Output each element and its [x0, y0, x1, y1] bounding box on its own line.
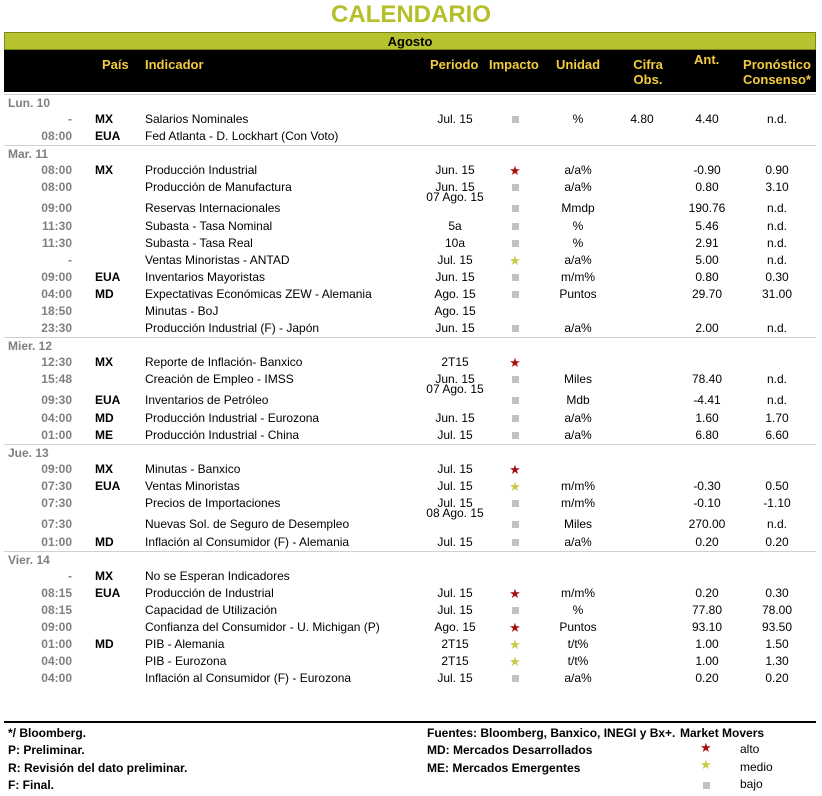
- red-star-icon: ★: [700, 740, 712, 755]
- row-time: 01:00: [41, 535, 72, 549]
- day-label: Vier. 14: [8, 553, 50, 567]
- row-indicador: Minutas - BoJ: [145, 304, 219, 318]
- day-header: [4, 145, 816, 162]
- row-pais: EUA: [95, 586, 121, 600]
- row-impacto: [498, 495, 532, 512]
- row-pais: MD: [95, 535, 114, 549]
- legend-bajo: bajo: [740, 777, 763, 791]
- row-unidad: Puntos: [559, 620, 597, 634]
- table-row: [4, 320, 816, 337]
- row-indicador: Fed Atlanta - D. Lockhart (Con Voto): [145, 129, 339, 143]
- table-row: [4, 653, 816, 670]
- row-time: 23:30: [41, 321, 72, 335]
- row-indicador: Inflación al Consumidor (F) - Alemania: [145, 535, 350, 549]
- row-pronostico: 0.20: [765, 535, 789, 549]
- row-time: -: [68, 112, 72, 126]
- row-periodo: Jul. 15: [437, 586, 473, 600]
- table-row: [4, 179, 816, 196]
- header-impacto: Impacto: [489, 57, 539, 72]
- footer-md: MD: Mercados Desarrollados: [427, 743, 593, 757]
- row-impacto: [498, 461, 532, 479]
- row-indicador: Subasta - Tasa Real: [145, 236, 253, 250]
- row-time: 08:00: [41, 129, 72, 143]
- row-time: 12:30: [41, 355, 72, 369]
- row-pais: MX: [95, 569, 113, 583]
- row-pronostico: n.d.: [766, 372, 787, 386]
- row-periodo: Jul. 15: [437, 535, 473, 549]
- row-unidad: t/t%: [567, 637, 589, 651]
- gray-square-icon: [512, 205, 519, 212]
- row-pais: MX: [95, 163, 113, 177]
- row-indicador: Inflación al Consumidor (F) - Eurozona: [145, 671, 352, 685]
- yellow-star-icon: ★: [509, 253, 521, 268]
- row-time: 09:00: [41, 201, 72, 215]
- row-unidad: %: [572, 219, 584, 233]
- row-time: 11:30: [41, 236, 72, 250]
- row-indicador: Expectativas Económicas ZEW - Alemania: [145, 287, 372, 301]
- row-impacto: [498, 516, 532, 533]
- row-unidad: a/a%: [564, 163, 592, 177]
- table-row: [4, 534, 816, 551]
- row-time: 04:00: [41, 654, 72, 668]
- row-pronostico: 1.70: [765, 411, 789, 425]
- table-row: [4, 636, 816, 653]
- row-pais: MX: [95, 462, 113, 476]
- footer-note-bloomberg: */ Bloomberg.: [8, 726, 87, 740]
- row-anterior: 5.00: [695, 253, 719, 267]
- row-indicador: Subasta - Tasa Nominal: [145, 219, 273, 233]
- row-impacto: [498, 354, 532, 372]
- header-periodo: Periodo: [430, 57, 479, 72]
- row-impacto: [498, 670, 532, 687]
- day-header: [4, 94, 816, 111]
- row-anterior: 270.00: [688, 517, 726, 531]
- header-pais: País: [102, 57, 129, 72]
- table-row: [4, 410, 816, 427]
- table-row: [4, 506, 816, 534]
- row-time: 07:30: [41, 496, 72, 510]
- gray-square-icon: [512, 184, 519, 191]
- table-row: [4, 461, 816, 478]
- row-pronostico: n.d.: [766, 321, 787, 335]
- row-pronostico: 3.10: [765, 180, 789, 194]
- row-periodo: 08 Ago. 15: [426, 506, 484, 520]
- row-anterior: 0.20: [695, 535, 719, 549]
- row-impacto: [498, 179, 532, 196]
- row-pronostico: 6.60: [765, 428, 789, 442]
- table-row: [4, 478, 816, 495]
- gray-square-icon: [512, 240, 519, 247]
- row-pais: MX: [95, 355, 113, 369]
- row-impacto: [498, 410, 532, 427]
- row-impacto: [498, 286, 532, 303]
- row-pais: ME: [95, 428, 113, 442]
- row-pronostico: -1.10: [763, 496, 791, 510]
- row-impacto: [498, 478, 532, 496]
- row-indicador: Producción de Industrial: [145, 586, 274, 600]
- row-time: 04:00: [41, 287, 72, 301]
- row-unidad: m/m%: [561, 496, 595, 510]
- red-star-icon: ★: [509, 462, 521, 477]
- row-indicador: Minutas - Banxico: [145, 462, 241, 476]
- row-periodo: Jul. 15: [437, 112, 473, 126]
- row-indicador: Producción Industrial: [145, 163, 258, 177]
- table-row: [4, 286, 816, 303]
- row-pronostico: n.d.: [766, 201, 787, 215]
- footer-me: ME: Mercados Emergentes: [427, 761, 581, 775]
- row-anterior: -4.41: [693, 393, 721, 407]
- row-indicador: Nuevas Sol. de Seguro de Desempleo: [145, 517, 350, 531]
- row-anterior: 4.40: [695, 112, 719, 126]
- row-indicador: Reporte de Inflación- Banxico: [145, 355, 303, 369]
- yellow-star-icon: ★: [700, 757, 712, 772]
- legend-alto: alto: [740, 742, 760, 756]
- header-cifra: Cifra Obs.: [633, 57, 663, 87]
- row-pais: MD: [95, 411, 114, 425]
- row-unidad: a/a%: [564, 411, 592, 425]
- row-indicador: Ventas Minoristas - ANTAD: [145, 253, 290, 267]
- row-pais: EUA: [95, 270, 121, 284]
- yellow-star-icon: ★: [509, 654, 521, 669]
- row-periodo: 10a: [444, 236, 466, 250]
- row-periodo: Jul. 15: [437, 462, 473, 476]
- table-row: [4, 568, 816, 585]
- row-time: 08:15: [41, 603, 72, 617]
- row-anterior: 190.76: [688, 201, 726, 215]
- gray-square-icon: [512, 675, 519, 682]
- row-pronostico: 93.50: [761, 620, 793, 634]
- row-impacto: [498, 636, 532, 654]
- footer-fuentes: Fuentes: Bloomberg, Banxico, INEGI y Bx+.: [427, 726, 676, 740]
- row-indicador: Producción Industrial - China: [145, 428, 300, 442]
- row-unidad: m/m%: [561, 479, 595, 493]
- day-header: [4, 551, 816, 568]
- row-indicador: No se Esperan Indicadores: [145, 569, 290, 583]
- row-periodo: Jul. 15: [437, 603, 473, 617]
- yellow-star-icon: ★: [509, 479, 521, 494]
- row-anterior: 1.00: [695, 637, 719, 651]
- row-unidad: Puntos: [559, 287, 597, 301]
- row-time: 04:00: [41, 671, 72, 685]
- row-impacto: [498, 619, 532, 637]
- header-ant: Ant.: [694, 52, 720, 67]
- row-pronostico: n.d.: [766, 219, 787, 233]
- row-anterior: 78.40: [691, 372, 723, 386]
- day-label: Mar. 11: [8, 147, 49, 161]
- gray-square-icon: [512, 539, 519, 546]
- row-time: -: [68, 569, 72, 583]
- row-impacto: [498, 200, 532, 217]
- row-impacto: [498, 218, 532, 235]
- row-pais: EUA: [95, 479, 121, 493]
- table-row: [4, 382, 816, 410]
- red-star-icon: ★: [509, 355, 521, 370]
- table-row: [4, 670, 816, 687]
- row-time: 18:50: [41, 304, 72, 318]
- row-periodo: Jun. 15: [435, 180, 475, 194]
- row-unidad: a/a%: [564, 253, 592, 267]
- row-pronostico: 0.50: [765, 479, 789, 493]
- row-cifra: 4.80: [630, 112, 654, 126]
- day-label: Jue. 13: [8, 446, 49, 460]
- day-label: Mier. 12: [8, 339, 53, 353]
- row-anterior: 0.20: [695, 586, 719, 600]
- row-unidad: Miles: [563, 372, 592, 386]
- row-anterior: 29.70: [691, 287, 723, 301]
- row-indicador: Salarios Nominales: [145, 112, 249, 126]
- row-indicador: Producción Industrial (F) - Japón: [145, 321, 320, 335]
- row-unidad: %: [572, 236, 584, 250]
- row-impacto: [498, 269, 532, 286]
- header-pronostico: Pronóstico Consenso*: [743, 57, 811, 87]
- row-anterior: -0.90: [693, 163, 721, 177]
- row-unidad: m/m%: [561, 270, 595, 284]
- row-periodo: Jun. 15: [435, 270, 475, 284]
- row-indicador: Reservas Internacionales: [145, 201, 281, 215]
- row-impacto: [498, 320, 532, 337]
- row-impacto: [498, 235, 532, 252]
- row-time: 01:00: [41, 637, 72, 651]
- table-row: [4, 218, 816, 235]
- row-time: 11:30: [41, 219, 72, 233]
- row-periodo: Jul. 15: [437, 479, 473, 493]
- row-impacto: [498, 427, 532, 444]
- row-periodo: 2T15: [441, 637, 469, 651]
- row-anterior: -0.10: [693, 496, 721, 510]
- row-time: 08:00: [41, 163, 72, 177]
- table-row: [4, 619, 816, 636]
- row-indicador: Capacidad de Utilización: [145, 603, 278, 617]
- table-row: [4, 111, 816, 128]
- row-pais: EUA: [95, 129, 121, 143]
- row-time: 07:30: [41, 517, 72, 531]
- row-periodo: Jun. 15: [435, 372, 475, 386]
- row-anterior: 1.60: [695, 411, 719, 425]
- row-time: 01:00: [41, 428, 72, 442]
- row-pronostico: n.d.: [766, 236, 787, 250]
- row-anterior: 2.91: [695, 236, 719, 250]
- row-pronostico: 78.00: [761, 603, 793, 617]
- row-anterior: 2.00: [695, 321, 719, 335]
- gray-square-icon: [512, 432, 519, 439]
- row-pais: MD: [95, 637, 114, 651]
- table-row: [4, 190, 816, 218]
- row-impacto: [498, 371, 532, 388]
- row-time: 15:48: [41, 372, 72, 386]
- row-indicador: Ventas Minoristas: [145, 479, 240, 493]
- red-star-icon: ★: [509, 620, 521, 635]
- row-pronostico: n.d.: [766, 393, 787, 407]
- gray-square-icon: [512, 291, 519, 298]
- footer-note-final: F: Final.: [8, 778, 54, 792]
- row-time: 09:00: [41, 270, 72, 284]
- footer-note-preliminar: P: Preliminar.: [8, 743, 85, 757]
- row-unidad: %: [572, 603, 584, 617]
- row-periodo: Ago. 15: [434, 620, 476, 634]
- row-impacto: [498, 392, 532, 409]
- footer-market-movers: Market Movers: [680, 726, 765, 740]
- row-anterior: 77.80: [691, 603, 723, 617]
- row-pronostico: n.d.: [766, 112, 787, 126]
- gray-square-icon: [512, 116, 519, 123]
- row-anterior: 5.46: [695, 219, 719, 233]
- row-time: 04:00: [41, 411, 72, 425]
- row-periodo: 2T15: [441, 654, 469, 668]
- gray-square-icon: [512, 500, 519, 507]
- row-pronostico: 0.90: [765, 163, 789, 177]
- row-impacto: [498, 602, 532, 619]
- row-indicador: Producción Industrial - Eurozona: [145, 411, 320, 425]
- page-title: CALENDARIO: [331, 1, 491, 28]
- row-unidad: t/t%: [567, 654, 589, 668]
- row-periodo: Ago. 15: [434, 287, 476, 301]
- gray-square-icon: [703, 777, 710, 792]
- table-row: [4, 162, 816, 179]
- header-indicador: Indicador: [145, 57, 204, 72]
- yellow-star-icon: ★: [509, 637, 521, 652]
- gray-square-icon: [512, 415, 519, 422]
- row-unidad: m/m%: [561, 586, 595, 600]
- row-periodo: 07 Ago. 15: [426, 190, 484, 204]
- header-unidad: Unidad: [556, 57, 601, 72]
- row-pronostico: 1.50: [765, 637, 789, 651]
- row-periodo: 07 Ago. 15: [426, 382, 484, 396]
- row-pronostico: 0.30: [765, 586, 789, 600]
- row-time: 07:30: [41, 479, 72, 493]
- table-row: [4, 371, 816, 388]
- row-pronostico: 0.30: [765, 270, 789, 284]
- row-periodo: Jun. 15: [435, 411, 475, 425]
- row-impacto: [498, 111, 532, 128]
- table-header: [4, 50, 816, 92]
- red-star-icon: ★: [509, 163, 521, 178]
- row-unidad: Mmdp: [561, 201, 595, 215]
- row-periodo: Jun. 15: [435, 163, 475, 177]
- row-periodo: Jul. 15: [437, 253, 473, 267]
- row-unidad: Miles: [563, 517, 592, 531]
- row-pais: EUA: [95, 393, 121, 407]
- row-time: 09:00: [41, 462, 72, 476]
- row-anterior: 0.80: [695, 270, 719, 284]
- row-pronostico: n.d.: [766, 253, 787, 267]
- row-unidad: Mdb: [566, 393, 590, 407]
- gray-square-icon: [512, 397, 519, 404]
- gray-square-icon: [512, 607, 519, 614]
- row-periodo: 2T15: [441, 355, 469, 369]
- gray-square-icon: [512, 376, 519, 383]
- table-row: [4, 303, 816, 320]
- row-unidad: a/a%: [564, 535, 592, 549]
- row-time: 09:00: [41, 620, 72, 634]
- row-indicador: Creación de Empleo - IMSS: [145, 372, 294, 386]
- gray-square-icon: [512, 223, 519, 230]
- gray-square-icon: [512, 521, 519, 528]
- row-pronostico: n.d.: [766, 517, 787, 531]
- row-periodo: Ago. 15: [434, 304, 476, 318]
- row-indicador: Confianza del Consumidor - U. Michigan (P): [145, 620, 380, 634]
- row-anterior: -0.30: [693, 479, 721, 493]
- row-unidad: a/a%: [564, 428, 592, 442]
- row-time: -: [68, 253, 72, 267]
- row-pais: MX: [95, 112, 113, 126]
- row-pronostico: 31.00: [761, 287, 793, 301]
- row-impacto: [498, 653, 532, 671]
- row-pronostico: 1.30: [765, 654, 789, 668]
- row-time: 08:00: [41, 180, 72, 194]
- legend-medio: medio: [740, 760, 773, 774]
- row-periodo: Jul. 15: [437, 428, 473, 442]
- row-indicador: Inventarios Mayoristas: [145, 270, 266, 284]
- row-impacto: [498, 585, 532, 603]
- row-pronostico: 0.20: [765, 671, 789, 685]
- row-periodo: Jul. 15: [437, 496, 473, 510]
- table-row: [4, 235, 816, 252]
- row-anterior: 93.10: [691, 620, 723, 634]
- day-header: [4, 444, 816, 461]
- row-indicador: Inventarios de Petróleo: [145, 393, 269, 407]
- row-unidad: a/a%: [564, 180, 592, 194]
- day-label: Lun. 10: [8, 96, 51, 110]
- row-periodo: Jun. 15: [435, 321, 475, 335]
- table-row: [4, 269, 816, 286]
- table-row: [4, 354, 816, 371]
- row-anterior: 1.00: [695, 654, 719, 668]
- row-pais: MD: [95, 287, 114, 301]
- table-row: [4, 495, 816, 512]
- table-row: [4, 252, 816, 269]
- row-indicador: Precios de Importaciones: [145, 496, 281, 510]
- row-time: 09:30: [41, 393, 72, 407]
- row-anterior: 0.80: [695, 180, 719, 194]
- row-impacto: [498, 252, 532, 270]
- row-time: 08:15: [41, 586, 72, 600]
- row-anterior: 6.80: [695, 428, 719, 442]
- month-bar: Agosto: [4, 32, 816, 50]
- table-row: [4, 128, 816, 145]
- calendar-table-body: [4, 94, 816, 687]
- table-row: [4, 585, 816, 602]
- gray-square-icon: [512, 274, 519, 281]
- row-indicador: Producción de Manufactura: [145, 180, 292, 194]
- footer-divider: [4, 721, 816, 723]
- row-impacto: [498, 534, 532, 551]
- row-unidad: a/a%: [564, 321, 592, 335]
- table-row: [4, 602, 816, 619]
- red-star-icon: ★: [509, 586, 521, 601]
- row-periodo: Jul. 15: [437, 671, 473, 685]
- gray-square-icon: [512, 325, 519, 332]
- footer-note-revision: R: Revisión del dato preliminar.: [8, 761, 188, 775]
- row-indicador: PIB - Alemania: [145, 637, 225, 651]
- row-periodo: 5a: [448, 219, 462, 233]
- table-row: [4, 427, 816, 444]
- row-impacto: [498, 162, 532, 180]
- row-indicador: PIB - Eurozona: [145, 654, 227, 668]
- row-unidad: %: [572, 112, 584, 126]
- row-unidad: a/a%: [564, 671, 592, 685]
- row-anterior: 0.20: [695, 671, 719, 685]
- day-header: [4, 337, 816, 354]
